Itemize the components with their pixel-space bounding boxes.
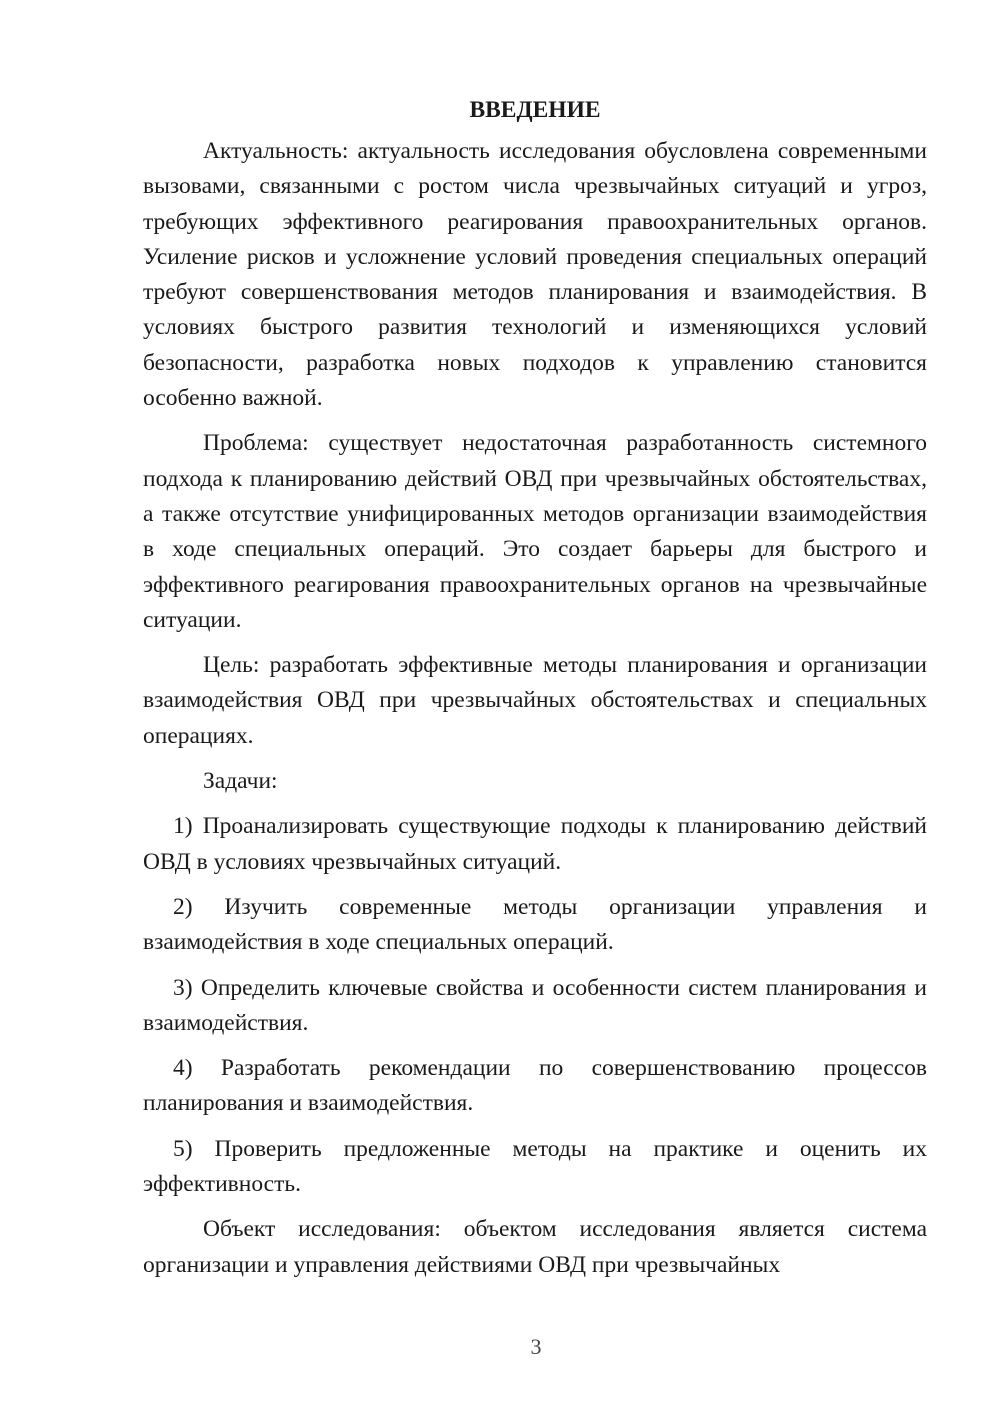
paragraph-problem: Проблема: существует недостаточная разработанность системного подхода к планированию действий ОВД при чрезвычайных обстоятельствах, а также отсутствие унифицированных методов организации взаимодействия в ходе специальных операций. Это создает барьеры для быстрого и эффективного реагирования правоохранительных органов на чрезвычайные ситуации. [143, 430, 927, 633]
task-item-2: 2) Изучить современные методы организации управления и взаимодействия в ходе специальных операций. [143, 893, 927, 956]
task-item-3: 3) Определить ключевые свойства и особенности систем планирования и взаимодействия. [143, 974, 927, 1036]
page-content [143, 92, 927, 1283]
task-item-1: 1) Проанализировать существующие подходы к планированию действий ОВД в условиях чрезвычайных ситуаций. [143, 813, 927, 875]
section-heading: ВВЕДЕНИЕ [469, 97, 601, 123]
page-number: 3 [530, 1334, 542, 1359]
paragraph-object: Объект исследования: объектом исследования является система организации и управления действиями ОВД при чрезвычайных [143, 1216, 927, 1278]
task-item-4: 4) Разработать рекомендации по совершенствованию процессов планирования и взаимодействия. [143, 1055, 927, 1117]
paragraph-relevance: Актуальность: актуальность исследования обусловлена современными вызовами, связанными с ростом числа чрезвычайных ситуаций и угроз, требующих эффективного реагирования правоохранительных органов. Усиление рисков и усложнение условий проведения специальных операций требуют совершенствования методов планирования и взаимодействия. В условиях быстрого развития технологий и изменяющихся условий безопасности, разработка новых подходов к управлению становится особенно важной. [143, 138, 927, 412]
paragraph-goal: Цель: разработать эффективные методы планирования и организации взаимодействия ОВД при чрезвычайных обстоятельствах и специальных операциях. [143, 652, 927, 749]
tasks-label: Задачи: [203, 768, 278, 795]
task-item-5: 5) Проверить предложенные методы на практике и оценить их эффективность. [143, 1135, 927, 1198]
